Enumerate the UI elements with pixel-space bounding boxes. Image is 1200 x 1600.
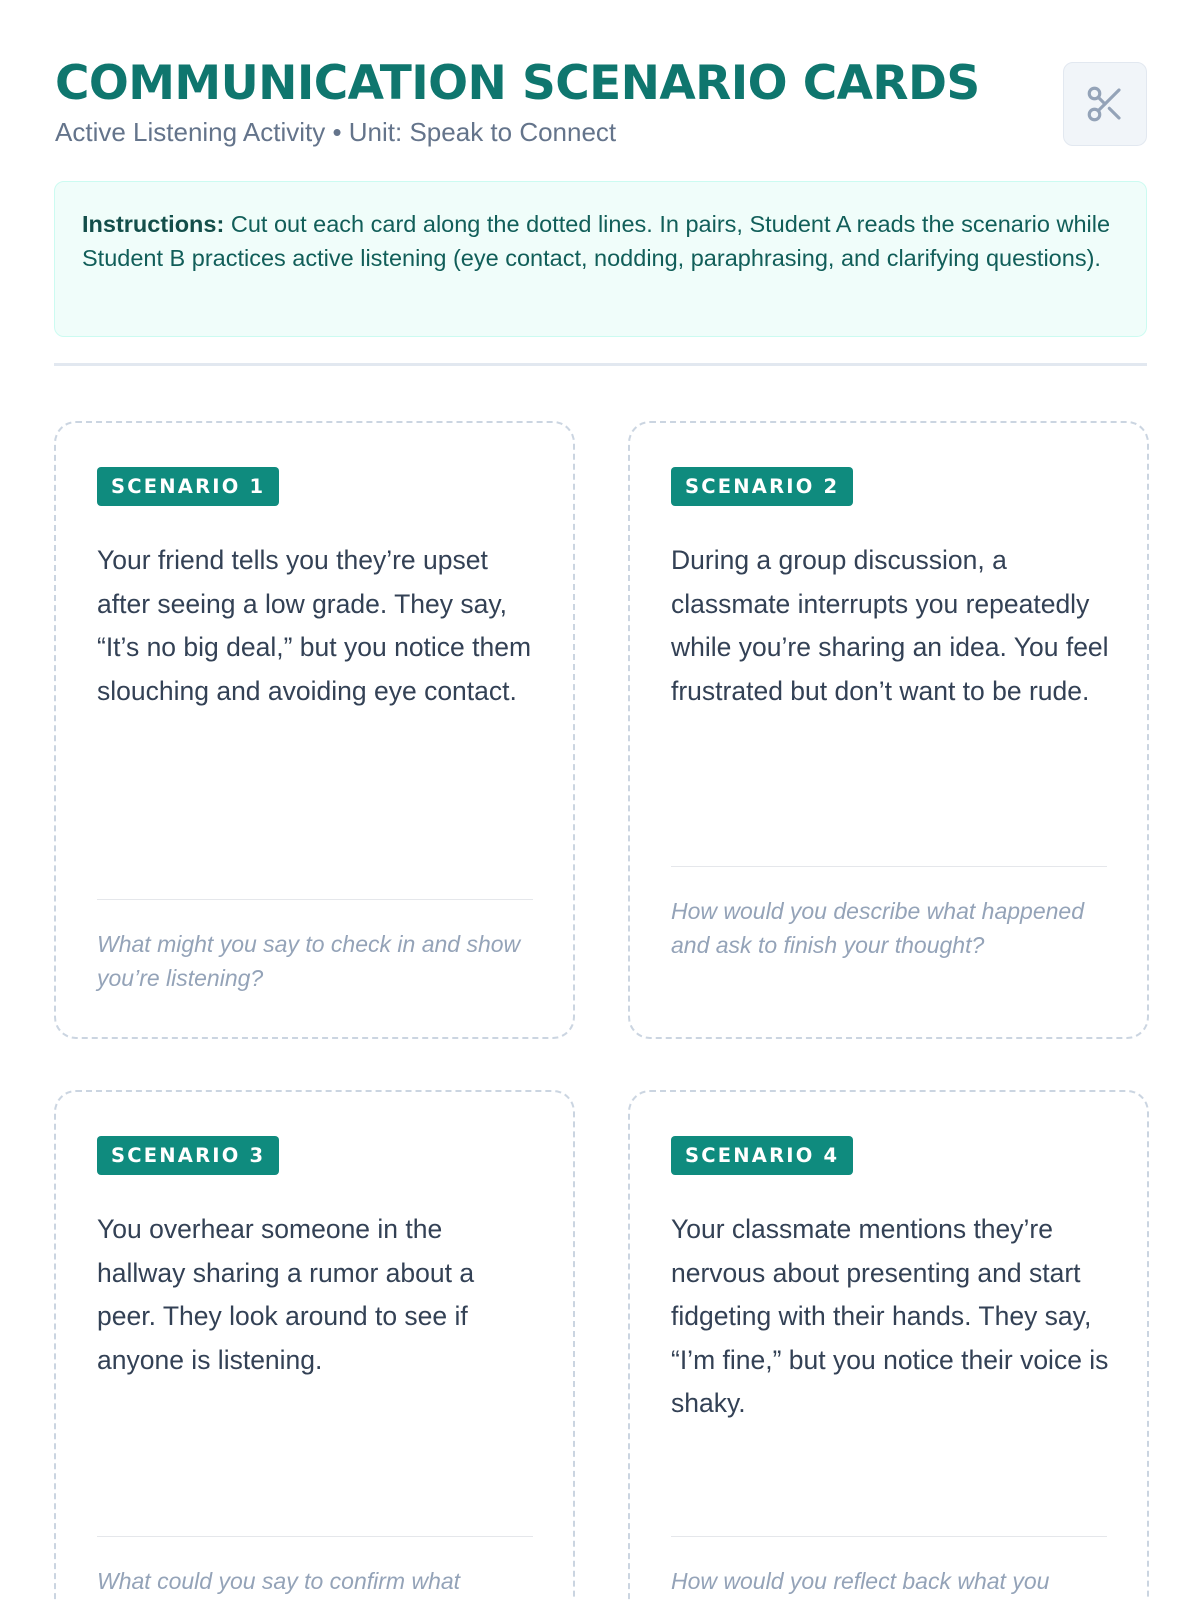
scenario-badge: SCENARIO 2 — [671, 467, 853, 506]
scissors-icon — [1084, 83, 1126, 125]
section-divider — [54, 363, 1147, 366]
page-header — [55, 56, 1147, 152]
scenario-card-4 — [628, 1090, 1149, 1600]
cut-cards-button[interactable] — [1063, 62, 1147, 146]
reflection-prompt: What might you say to check in and show you’re listening? — [97, 931, 521, 991]
prompt-divider — [97, 899, 533, 900]
prompt-divider — [671, 1536, 1107, 1537]
prompt-divider — [671, 866, 1107, 867]
scenario-card-2 — [628, 421, 1149, 1039]
scenario-text: You overhear someone in the hallway sharing a rumor about a peer. They look around to see if anyone is listening. — [97, 1214, 475, 1375]
instructions-text: Cut out each card along the dotted lines. In pairs, Student A reads the scenario while Student B practices active listening (eye contact, nodding, paraphrasing, and clarifying questions). — [82, 211, 1111, 271]
scenario-badge: SCENARIO 3 — [97, 1136, 279, 1175]
reflection-prompt: How would you describe what happened and ask to finish your thought? — [671, 898, 1084, 958]
reflection-prompt: What could you say to confirm what — [97, 1568, 461, 1594]
scenario-card-1 — [54, 421, 575, 1039]
instructions-box — [54, 181, 1147, 337]
reflection-prompt: How would you reflect back what you — [671, 1568, 1050, 1594]
page-subtitle: Active Listening Activity • Unit: Speak to Connect — [55, 117, 617, 147]
scenario-text: During a group discussion, a classmate interrupts you repeatedly while you’re sharing an idea. You feel frustrated but don’t want to be rude. — [671, 545, 1109, 706]
scenario-text: Your friend tells you they’re upset after seeing a low grade. They say, “It’s no big deal,” but you notice them slouching and avoiding eye contact. — [97, 545, 532, 706]
scenario-card-3 — [54, 1090, 575, 1600]
page-title: COMMUNICATION SCENARIO CARDS — [55, 56, 980, 111]
instructions-label: Instructions: — [82, 211, 225, 237]
prompt-divider — [97, 1536, 533, 1537]
scenario-text: Your classmate mentions they’re nervous about presenting and start fidgeting with their hands. They say, “I’m fine,” but you notice their voice is shaky. — [671, 1214, 1109, 1418]
scenario-badge: SCENARIO 4 — [671, 1136, 853, 1175]
scenario-badge: SCENARIO 1 — [97, 467, 279, 506]
